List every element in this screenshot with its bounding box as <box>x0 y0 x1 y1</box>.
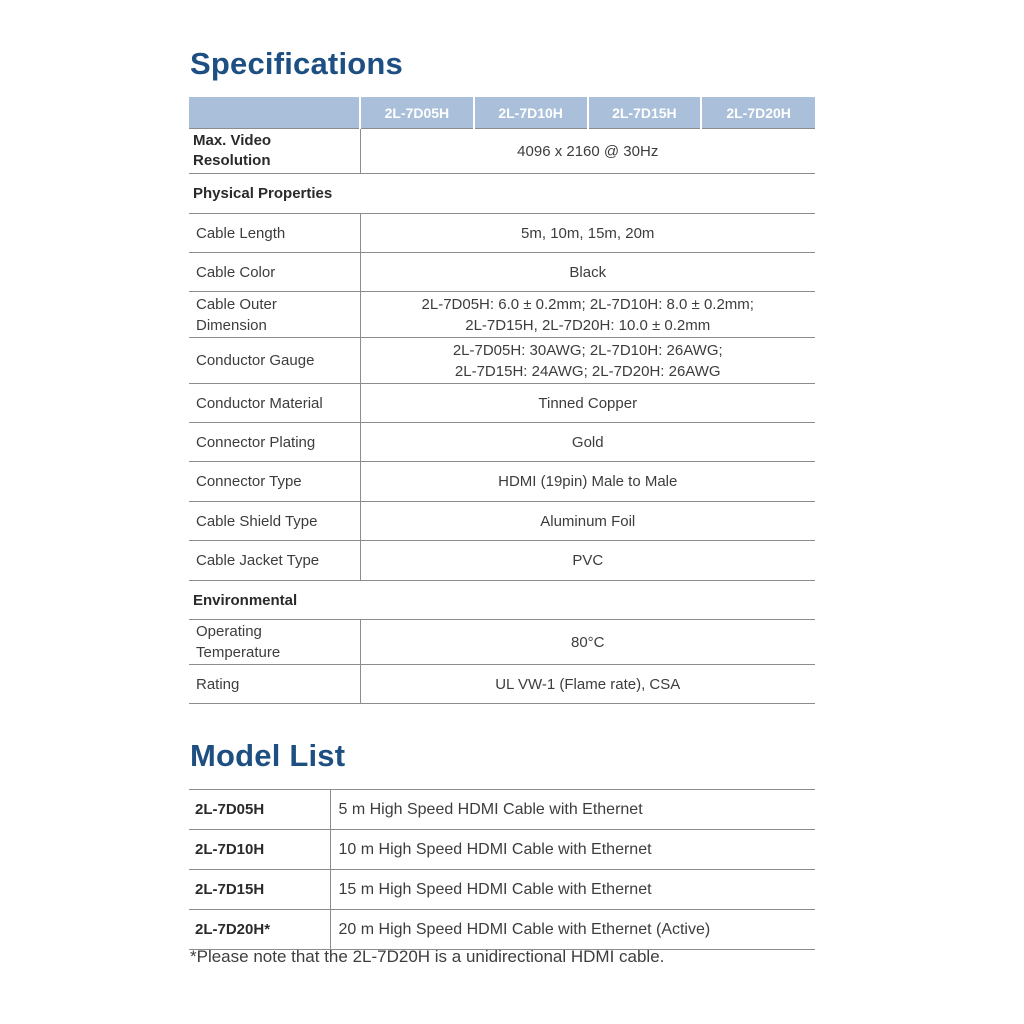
model-description: 15 m High Speed HDMI Cable with Ethernet <box>330 870 815 910</box>
spec-value <box>360 292 815 338</box>
model-code: 2L-7D10H <box>189 830 330 870</box>
spec-value <box>360 338 815 384</box>
model-description: 5 m High Speed HDMI Cable with Ethernet <box>330 790 815 830</box>
model-code: 2L-7D05H <box>189 790 330 830</box>
model-row <box>189 790 815 830</box>
header-blank-cell <box>189 97 360 129</box>
specifications-title: Specifications <box>190 46 403 81</box>
section-heading: Environmental <box>189 581 815 620</box>
model-row <box>189 870 815 910</box>
spec-row-rating <box>189 665 815 704</box>
spec-row-conductor-gauge <box>189 338 815 384</box>
spec-value: PVC <box>360 541 815 581</box>
spec-value: Aluminum Foil <box>360 502 815 541</box>
model-column-header: 2L-7D05H <box>360 97 474 129</box>
model-row <box>189 910 815 950</box>
spec-row-connector-plating <box>189 423 815 462</box>
spec-label: Cable Color <box>189 253 360 292</box>
section-heading: Physical Properties <box>189 174 815 214</box>
model-code: 2L-7D20H* <box>189 910 330 950</box>
spec-label-line: Temperature <box>196 644 281 661</box>
model-description: 20 m High Speed HDMI Cable with Ethernet (Active) <box>330 910 815 950</box>
model-column-header: 2L-7D15H <box>588 97 702 129</box>
spec-value: 80°C <box>360 620 815 665</box>
spec-value: 5m, 10m, 15m, 20m <box>360 214 815 253</box>
spec-label <box>189 620 360 665</box>
spec-label <box>189 292 360 338</box>
section-row-physical-properties <box>189 174 815 214</box>
spec-label: Rating <box>189 665 360 704</box>
spec-value: Gold <box>360 423 815 462</box>
spec-label: Cable Jacket Type <box>189 541 360 581</box>
spec-label: Cable Shield Type <box>189 502 360 541</box>
spec-row-conductor-material <box>189 384 815 423</box>
spec-value-line: 2L-7D05H: 30AWG; 2L-7D10H: 26AWG; <box>452 341 723 359</box>
spec-label: Connector Plating <box>189 423 360 462</box>
spec-value: Tinned Copper <box>360 384 815 423</box>
spec-label <box>189 129 360 174</box>
model-list-title: Model List <box>190 738 346 773</box>
spec-label-line: Max. Video <box>193 132 272 149</box>
model-description: 10 m High Speed HDMI Cable with Ethernet <box>330 830 815 870</box>
spec-label-line: Cable Outer <box>196 295 277 313</box>
model-column-header: 2L-7D20H <box>701 97 815 129</box>
spec-label-line: Operating <box>196 623 262 640</box>
spec-value: Black <box>360 253 815 292</box>
model-row <box>189 830 815 870</box>
model-column-header: 2L-7D10H <box>474 97 588 129</box>
specifications-table <box>189 97 815 704</box>
spec-row-cable-shield-type <box>189 502 815 541</box>
spec-row-cable-jacket-type <box>189 541 815 581</box>
spec-row-connector-type <box>189 462 815 502</box>
spec-value-line: 2L-7D15H, 2L-7D20H: 10.0 ± 0.2mm <box>465 316 711 334</box>
spec-value: 4096 x 2160 @ 30Hz <box>360 129 815 174</box>
model-code: 2L-7D15H <box>189 870 330 910</box>
spec-label: Conductor Gauge <box>189 338 360 384</box>
spec-row-cable-color <box>189 253 815 292</box>
spec-row-cable-length <box>189 214 815 253</box>
spec-row-cable-outer-dimension <box>189 292 815 338</box>
spec-row-operating-temperature <box>189 620 815 665</box>
spec-value-line: 2L-7D15H: 24AWG; 2L-7D20H: 26AWG <box>454 362 721 380</box>
spec-value: HDMI (19pin) Male to Male <box>360 462 815 502</box>
spec-label-line: Dimension <box>196 316 267 334</box>
spec-label: Connector Type <box>189 462 360 502</box>
spec-value-line: 2L-7D05H: 6.0 ± 0.2mm; 2L-7D10H: 8.0 ± 0.2mm; <box>421 295 754 313</box>
spec-label: Cable Length <box>189 214 360 253</box>
model-list-table <box>189 789 815 950</box>
section-row-environmental <box>189 581 815 620</box>
spec-value: UL VW-1 (Flame rate), CSA <box>360 665 815 704</box>
spec-row-max-video-resolution <box>189 129 815 174</box>
spec-label: Conductor Material <box>189 384 360 423</box>
footnote: *Please note that the 2L-7D20H is a unidirectional HDMI cable. <box>190 947 665 966</box>
table-header-row <box>189 97 815 129</box>
spec-label-line: Resolution <box>193 152 271 169</box>
